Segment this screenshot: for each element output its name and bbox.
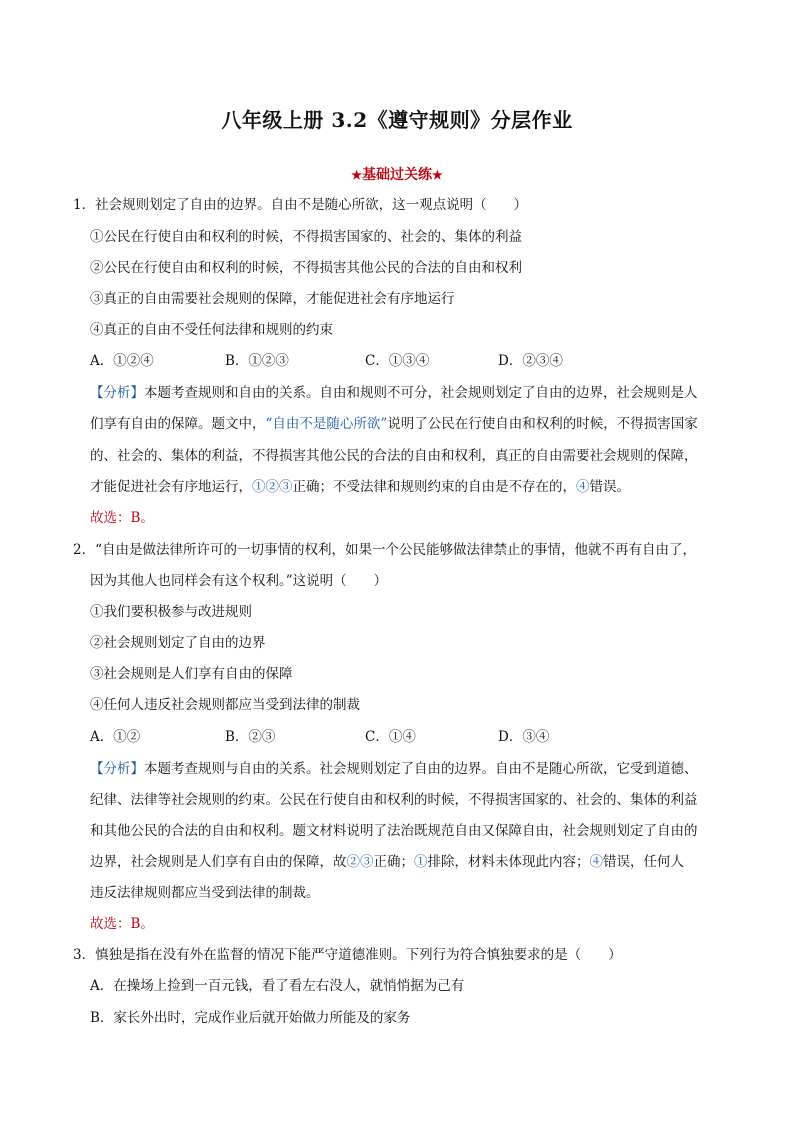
q2-analysis-line-1	[90, 760, 698, 778]
q2-analysis-tag: 【分析】	[90, 761, 144, 777]
q1-choice-d: D．②③④	[498, 353, 563, 369]
q1-analysis-text-2a: 们享有自由的保障。题文中，	[90, 416, 266, 432]
q1-choice-c: C．①③④	[365, 353, 430, 369]
q2-analysis-text-4d: 错误，任何人	[603, 854, 684, 870]
q2-analysis-line-4	[90, 853, 684, 871]
q1-analysis-highlight-2: ④	[576, 479, 590, 495]
q2-analysis-line-5: 违反法律规则都应当受到法律的制裁。	[90, 885, 320, 901]
q2-analysis-text-4c: 排除，材料未体现此内容；	[427, 854, 590, 870]
q2-stem-line-1: 2．“自由是做法律所许可的一切事情的权利，如果一个公民能够做法律禁止的事情，他就不再有自由了，	[73, 542, 696, 558]
q1-item-3: ③真正的自由需要社会规则的保障，才能促进社会有序地运行	[90, 291, 455, 307]
q2-answer: 故选：B。	[90, 916, 154, 932]
q3-option-a: A．在操场上捡到一百元钱，看了看左右没人，就悄悄据为己有	[90, 978, 465, 994]
q2-analysis-text-4b: 正确；	[373, 854, 414, 870]
q2-choice-d: D．③④	[498, 729, 550, 745]
q2-choice-b: B．②③	[225, 729, 276, 745]
q1-item-1: ①公民在行使自由和权利的时候，不得损害国家的、社会的、集体的利益	[90, 229, 522, 245]
q1-analysis-tag: 【分析】	[90, 385, 144, 401]
q1-analysis-text-4a: 才能促进社会有序地运行，	[90, 479, 252, 495]
q2-choices	[90, 728, 549, 746]
q1-stem: 1．社会规则划定了自由的边界。自由不是随心所欲，这一观点说明（ ）	[73, 197, 528, 213]
q1-analysis-text-1: 本题考查规则和自由的关系。自由和规则不可分，社会规则划定了自由的边界，社会规则是人	[144, 385, 698, 401]
q2-choice-c: C．①④	[365, 729, 416, 745]
section-label: 基础过关练	[362, 167, 432, 183]
q2-item-2: ②社会规则划定了自由的边界	[90, 635, 266, 651]
section-heading	[0, 164, 794, 184]
q1-analysis-quote: “自由不是随心所欲”	[265, 416, 388, 432]
q2-stem-line-2: 因为其他人也同样会有这个权利。”这说明（ ）	[90, 573, 388, 589]
star-icon-right: ★	[432, 168, 443, 182]
star-icon-left: ★	[351, 168, 362, 182]
page-title: 八年级上册 3.2《遵守规则》分层作业	[221, 108, 573, 132]
q1-answer: 故选：B。	[90, 510, 154, 526]
q2-analysis-line-2: 纪律、法律等社会规则的约束。公民在行使自由和权利的时候，不得损害国家的、社会的、集体的利益	[90, 792, 698, 808]
q2-item-4: ④任何人违反社会规则都应当受到法律的制裁	[90, 697, 360, 713]
q2-analysis-highlight-3: ④	[589, 854, 603, 870]
q1-item-4: ④真正的自由不受任何法律和规则的约束	[90, 322, 333, 338]
q2-analysis-text-1: 本题考查规则与自由的关系。社会规则划定了自由的边界。自由不是随心所欲，它受到道德、	[144, 761, 698, 777]
q3-stem: 3．慎独是指在没有外在监督的情况下能严守道德准则。下列行为符合慎独要求的是（ ）	[73, 947, 622, 963]
q2-analysis-highlight-2: ①	[414, 854, 428, 870]
q1-analysis-text-2b: 说明了公民在行使自由和权利的时候，不得损害国家	[387, 416, 698, 432]
q1-choices	[90, 352, 563, 370]
q2-item-1: ①我们要积极参与改进规则	[90, 604, 252, 620]
q2-item-3: ③社会规则是人们享有自由的保障	[90, 666, 293, 682]
q2-analysis-line-3: 和其他公民的合法的自由和权利。题文材料说明了法治既规范自由又保障自由，社会规则划定了自由的	[90, 823, 698, 839]
q1-analysis-line-2	[90, 415, 698, 433]
q1-choice-a: A．①②④	[90, 353, 154, 369]
q1-analysis-text-4b: 正确；不受法律和规则约束的自由是不存在的，	[292, 479, 576, 495]
q1-analysis-line-4	[90, 478, 630, 496]
q1-item-2: ②公民在行使自由和权利的时候，不得损害其他公民的合法的自由和权利	[90, 260, 522, 276]
q2-choice-a: A．①②	[90, 729, 141, 745]
q1-choice-b: B．①②③	[225, 353, 289, 369]
q1-analysis-line-1	[90, 384, 698, 402]
q1-analysis-text-4c: 错误。	[589, 479, 630, 495]
q1-analysis-line-3: 的、社会的、集体的利益，不得损害其他公民的合法的自由和权利，真正的自由需要社会规则的保障，	[90, 448, 698, 464]
q2-analysis-highlight-1: ②③	[346, 854, 374, 870]
q3-option-b: B．家长外出时，完成作业后就开始做力所能及的家务	[90, 1010, 411, 1026]
q1-analysis-highlight-1: ①②③	[252, 479, 293, 495]
q2-analysis-text-4a: 边界，社会规则是人们享有自由的保障，故	[90, 854, 347, 870]
